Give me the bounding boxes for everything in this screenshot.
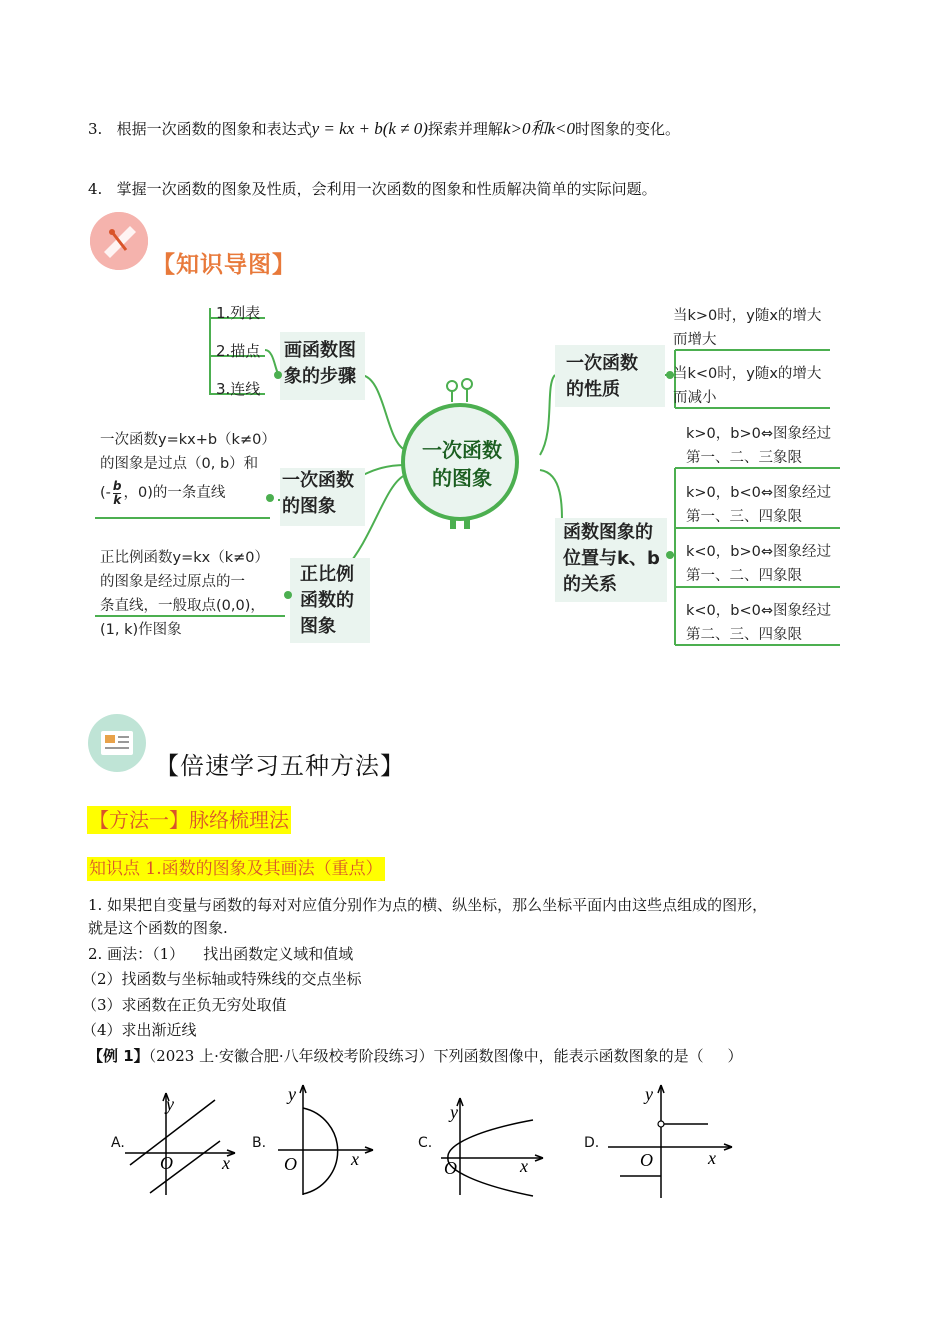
graph-node bbox=[282, 468, 354, 520]
relation-line: k<0，b<0⇔图象经过 bbox=[686, 603, 831, 619]
example-tag: 【例 1】 bbox=[88, 1047, 149, 1065]
desc-line: 条直线，一般取点(0,0)， bbox=[100, 598, 265, 614]
relation-item bbox=[686, 422, 831, 470]
steps-node bbox=[284, 338, 356, 390]
x-axis-label: x bbox=[708, 1148, 716, 1168]
center-line: 的图象 bbox=[432, 466, 492, 490]
desc-line: 正比例函数y=kx（k≠0） bbox=[100, 550, 269, 566]
relation-line: k<0，b>0⇔图象经过 bbox=[686, 544, 831, 560]
option-b-label[interactable]: B. bbox=[252, 1135, 267, 1151]
origin-label: O bbox=[640, 1150, 653, 1170]
method-1-label: 【方法一】脉络梳理法 bbox=[89, 808, 289, 832]
nature-line: 而减小 bbox=[673, 390, 717, 406]
x-axis-label: x bbox=[520, 1156, 528, 1176]
method-heading bbox=[87, 804, 291, 833]
prop-desc bbox=[100, 546, 269, 642]
example-1 bbox=[88, 1045, 743, 1067]
knowledge-point-1-label: 知识点 1.函数的图象及其画法（重点） bbox=[89, 859, 383, 879]
step-list-item: 2.描点 bbox=[216, 342, 261, 360]
node-line: 图象 bbox=[300, 616, 336, 637]
relation-line: k>0，b<0⇔图象经过 bbox=[686, 485, 831, 501]
relation-item bbox=[686, 540, 831, 588]
formula: y = kx + b(k ≠ 0) bbox=[311, 119, 428, 138]
nature-line: 当k>0时，y随x的增大 bbox=[673, 308, 822, 324]
node-line: 一次函数 bbox=[282, 470, 354, 491]
fraction-denominator: k bbox=[113, 492, 122, 507]
prop-node bbox=[300, 562, 354, 640]
objective-4 bbox=[88, 178, 657, 200]
y-axis-label: y bbox=[450, 1102, 458, 1122]
relation-line: k>0，b>0⇔图象经过 bbox=[686, 426, 831, 442]
center-line: 一次函数 bbox=[422, 438, 502, 462]
objective-number: 3. bbox=[88, 120, 103, 138]
option-d-label[interactable]: D. bbox=[584, 1135, 600, 1151]
graph-desc bbox=[100, 428, 276, 510]
node-line: 函数的 bbox=[300, 590, 354, 611]
body-paragraph: （3）求函数在正负无穷处取值 bbox=[82, 996, 287, 1014]
nature-line: 当k<0时，y随x的增大 bbox=[673, 366, 822, 382]
example-text: （2023 上·安徽合肥·八年级校考阶段练习）下列函数图像中，能表示函数图象的是（ ） bbox=[148, 1047, 743, 1065]
objective-number: 4. bbox=[88, 180, 103, 198]
nature-item bbox=[673, 304, 821, 352]
y-axis-label: y bbox=[645, 1084, 653, 1104]
relation-item bbox=[686, 599, 831, 647]
node-line: 位置与k、b bbox=[563, 548, 660, 569]
option-d-graph[interactable] bbox=[600, 1080, 740, 1200]
option-b-graph[interactable] bbox=[268, 1080, 378, 1200]
node-line: 象的步骤 bbox=[284, 366, 356, 387]
objective-text: 掌握一次函数的图象及性质，会利用一次函数的图象和性质解决简单的实际问题。 bbox=[116, 180, 657, 198]
section-title-mindmap: 【知识导图】 bbox=[152, 252, 296, 278]
document-icon bbox=[88, 714, 146, 772]
frac-prefix: (- bbox=[100, 485, 111, 501]
desc-line: (1, k)作图象 bbox=[100, 622, 182, 638]
objective-text: 根据一次函数的图象和表达式 bbox=[116, 120, 312, 138]
relation-item bbox=[686, 481, 831, 529]
body-paragraph: （4）求出渐近线 bbox=[82, 1021, 197, 1039]
x-axis-label: x bbox=[222, 1153, 230, 1173]
desc-line: 的图象是过点（0, b）和 bbox=[100, 456, 259, 472]
node-line: 一次函数 bbox=[566, 353, 638, 374]
objective-text: 时图象的变化。 bbox=[574, 120, 680, 138]
option-a-graph[interactable] bbox=[120, 1085, 250, 1200]
compass-icon bbox=[90, 212, 148, 270]
option-c-label[interactable]: C. bbox=[418, 1135, 433, 1151]
relation-line: 第一、二、三象限 bbox=[686, 450, 802, 466]
node-line: 的关系 bbox=[563, 574, 617, 595]
relation-line: 第一、三、四象限 bbox=[686, 509, 802, 525]
node-line: 正比例 bbox=[300, 564, 354, 585]
nature-line: 而增大 bbox=[673, 332, 717, 348]
node-line: 画函数图 bbox=[284, 340, 356, 361]
body-paragraph: 就是这个函数的图象. bbox=[88, 919, 228, 937]
objective-text: 探索并理解 bbox=[427, 120, 503, 138]
desc-line: 的图象是经过原点的一 bbox=[100, 574, 245, 590]
node-line: 的图象 bbox=[282, 496, 336, 517]
origin-label: O bbox=[284, 1154, 297, 1174]
origin-label: O bbox=[160, 1153, 173, 1173]
nature-node bbox=[566, 351, 638, 403]
step-list-item: 1.列表 bbox=[216, 304, 261, 322]
fraction bbox=[113, 480, 122, 507]
desc-line: 一次函数y=kx+b（k≠0） bbox=[100, 432, 276, 448]
relation-node bbox=[563, 520, 660, 598]
nature-item bbox=[673, 362, 821, 410]
desc-text: ，0)的一条直线 bbox=[123, 485, 226, 501]
relation-line: 第一、二、四象限 bbox=[686, 568, 802, 584]
x-axis-label: x bbox=[351, 1149, 359, 1169]
mindmap-center bbox=[418, 436, 506, 492]
origin-label: O bbox=[444, 1158, 457, 1178]
body-paragraph: 2. 画法：（1） 找出函数定义域和值域 bbox=[88, 945, 354, 963]
knowledge-point-heading bbox=[87, 854, 385, 879]
condition: k>0和k<0 bbox=[502, 119, 575, 138]
objective-3 bbox=[88, 118, 680, 140]
fraction-numerator: b bbox=[112, 478, 122, 493]
relation-line: 第二、三、四象限 bbox=[686, 627, 802, 643]
y-axis-label: y bbox=[288, 1084, 296, 1104]
body-paragraph: 1. 如果把自变量与函数的每对对应值分别作为点的横、纵坐标，那么坐标平面内由这些点组成的图形， bbox=[88, 896, 768, 914]
body-paragraph: （2）找函数与坐标轴或特殊线的交点坐标 bbox=[82, 970, 362, 988]
option-c-graph[interactable] bbox=[438, 1090, 548, 1200]
step-list-item: 3.连线 bbox=[216, 380, 261, 398]
node-line: 的性质 bbox=[566, 379, 620, 400]
y-axis-label: y bbox=[166, 1094, 174, 1114]
desc-line bbox=[100, 476, 276, 510]
option-a-label[interactable]: A. bbox=[111, 1135, 125, 1151]
node-line: 函数图象的 bbox=[563, 522, 653, 543]
section-title-methods: 【倍速学习五种方法】 bbox=[155, 752, 405, 780]
